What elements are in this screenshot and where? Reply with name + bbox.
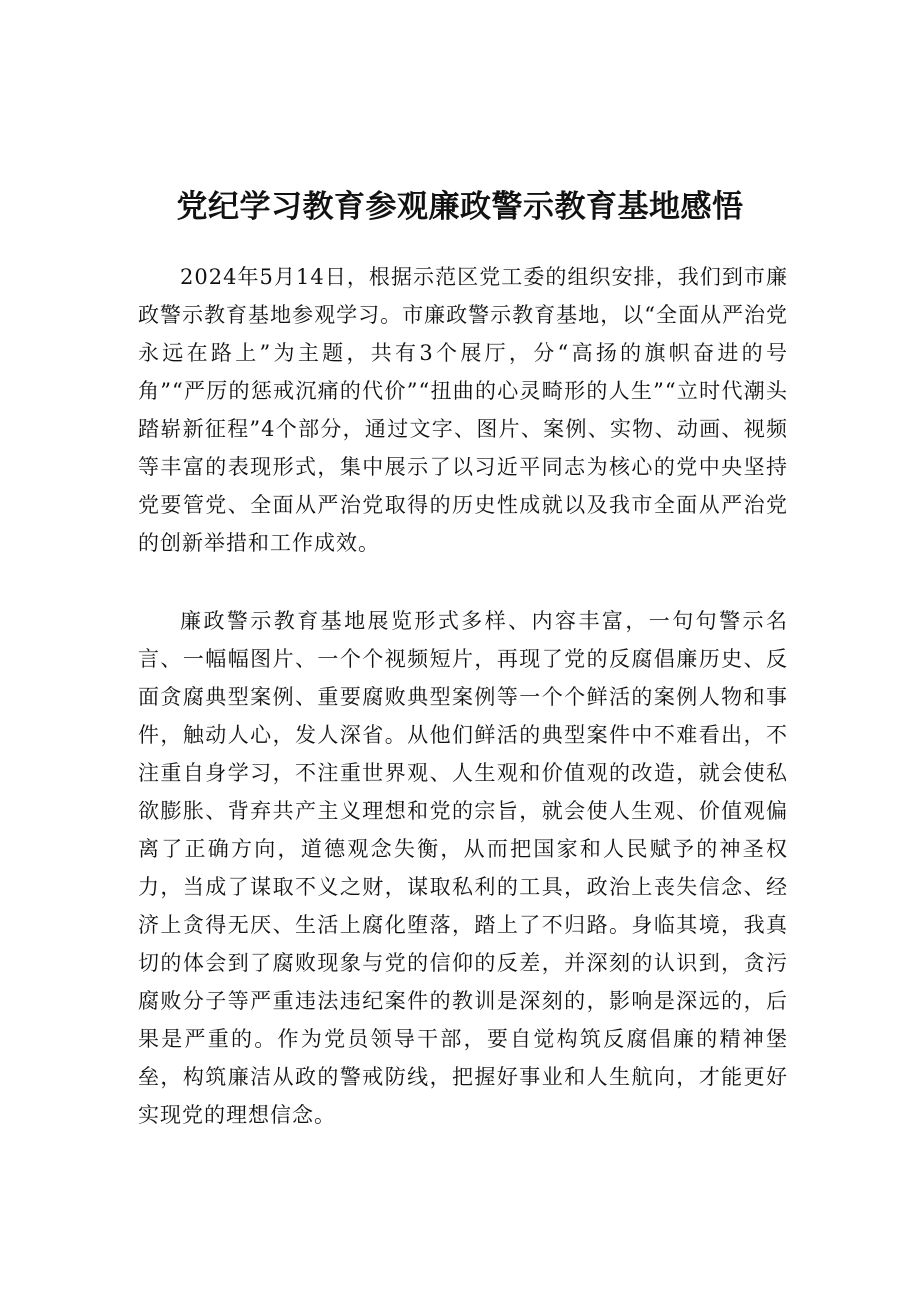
document-title: 党纪学习教育参观廉政警示教育基地感悟 xyxy=(176,188,744,225)
paragraph-1: 2024年5月14日，根据示范区党工委的组织安排，我们到市廉政警示教育基地参观学习。市廉政警示教育基地，以“全面从严治党永远在路上”为主题，共有3个展厅，分“高扬的旗帜奋进的号角”“严厉的惩戒沉痛的代价”“扭曲的心灵畸形的人生”“立时代潮头踏崭新征程”4个部分，通过文字、图片、案例、实物、动画、视频等丰富的表现形式，集中展示了以习近平同志为核心的党中央坚持党要管党、全面从严治党取得的历史性成就以及我市全面从严治党的创新举措和工作成效。 xyxy=(138,265,788,555)
paragraph-2: 廉政警示教育基地展览形式多样、内容丰富，一句句警示名言、一幅幅图片、一个个视频短片，再现了党的反腐倡廉历史、反面贪腐典型案例、重要腐败典型案例等一个个鲜活的案例人物和事件，触动人心，发人深省。从他们鲜活的典型案件中不难看出，不注重自身学习，不注重世界观、人生观和价值观的改造，就会使私欲膨胀、背弃共产主义理想和党的宗旨，就会使人生观、价值观偏离了正确方向，道德观念失衡，从而把国家和人民赋予的神圣权力，当成了谋取不义之财，谋取私利的工具，政治上丧失信念、经济上贪得无厌、生活上腐化堕落，踏上了不归路。身临其境，我真切的体会到了腐败现象与党的信仰的反差，并深刻的认识到，贪污腐败分子等严重违法违纪案件的教训是深刻的，影响是深远的，后果是严重的。作为党员领导干部，要自觉构筑反腐倡廉的精神堡垒，构筑廉洁从政的警戒防线，把握好事业和人生航向，才能更好实现党的理想信念。 xyxy=(138,609,788,1127)
